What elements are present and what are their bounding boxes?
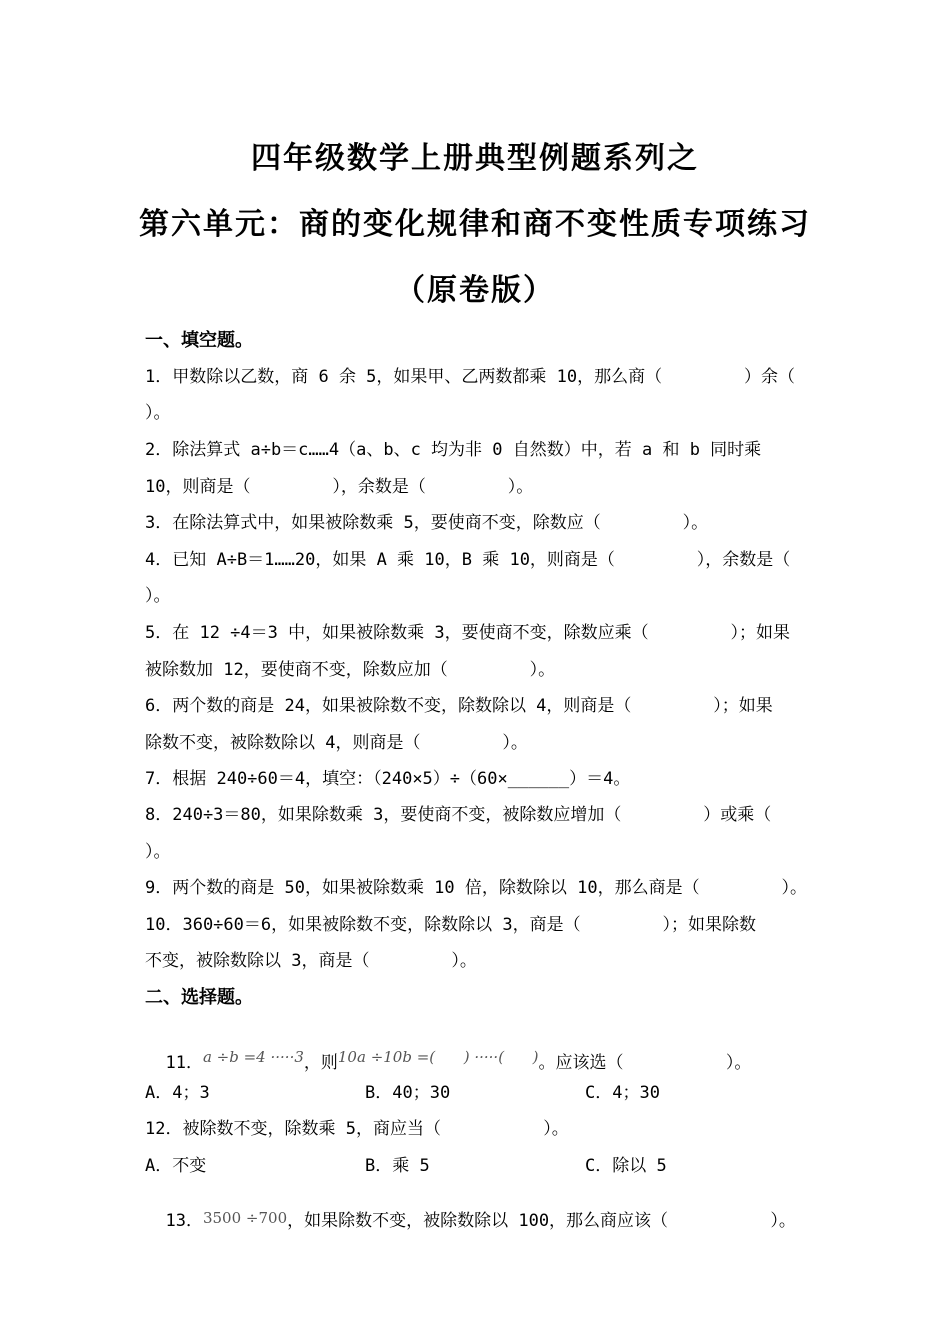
question-1-line-2: ）。 <box>145 403 171 423</box>
question-8-line-2: ）。 <box>145 842 171 862</box>
question-11-formula-given: a ÷b =4 ·····3 <box>202 1048 304 1066</box>
question-11-formula-ask: 10a ÷10b =( ) ·····( ) <box>337 1048 539 1066</box>
title-line-1: 四年级数学上册典型例题系列之 <box>251 141 699 176</box>
question-5-line-2: 被除数加 12，要使商不变，除数应加（ ）。 <box>145 660 556 680</box>
question-12-option-b: B．乘 5 <box>365 1156 430 1176</box>
question-5-line-1: 5．在 12 ÷4＝3 中，如果被除数乘 3，要使商不变，除数应乘（ ）；如果 <box>145 623 790 643</box>
question-6-line-2: 除数不变，被除数除以 4，则商是（ ）。 <box>145 733 528 753</box>
question-13-tail: ，如果除数不变，被除数除以 100，那么商应该（ ）。 <box>287 1211 796 1231</box>
question-10-line-2: 不变，被除数除以 3，商是（ ）。 <box>145 951 477 971</box>
question-12: 12．被除数不变，除数乘 5，商应当（ ）。 <box>145 1119 569 1139</box>
question-6-line-1: 6．两个数的商是 24，如果被除数不变，除数除以 4，则商是（ ）；如果 <box>145 696 773 716</box>
question-11-option-b: B．40；30 <box>365 1083 451 1103</box>
title-line-2: 第六单元：商的变化规律和商不变性质专项练习 <box>139 207 811 242</box>
question-11-option-a: A．4；3 <box>145 1083 210 1103</box>
question-1-line-1: 1．甲数除以乙数，商 6 余 5，如果甲、乙两数都乘 10，那么商（ ）余（ <box>145 367 795 387</box>
question-4-line-2: ）。 <box>145 586 171 606</box>
question-11 <box>145 1028 751 1073</box>
question-2-line-1: 2．除法算式 a÷b＝c……4（a、b、c 均为非 0 自然数）中，若 a 和 b 同时乘 <box>145 440 762 460</box>
question-3: 3．在除法算式中，如果被除数乘 5，要使商不变，除数应（ ）。 <box>145 513 709 533</box>
question-8-line-1: 8．240÷3＝80，如果除数乘 3，要使商不变，被除数应增加（ ）或乘（ <box>145 805 772 825</box>
question-7: 7．根据 240÷60＝4，填空：（240×5）÷（60×______）＝4。 <box>145 769 631 789</box>
question-12-option-a: A．不变 <box>145 1156 207 1176</box>
question-13-formula: 3500 ÷700 <box>202 1209 288 1227</box>
title-line-3: （原卷版） <box>395 273 555 308</box>
question-13 <box>145 1186 796 1231</box>
section-fill-in: 一、填空题。 <box>145 330 253 351</box>
section-multiple-choice: 二、选择题。 <box>145 987 253 1008</box>
question-11-option-c: C．4；30 <box>585 1083 660 1103</box>
question-4-line-1: 4．已知 A÷B＝1……20，如果 A 乘 10，B 乘 10，则商是（ ），余数是（ <box>145 550 791 570</box>
question-10-line-1: 10．360÷60＝6，如果被除数不变，除数除以 3，商是（ ）；如果除数 <box>145 915 756 935</box>
question-11-connector: ，则 <box>303 1053 338 1073</box>
question-12-option-c: C．除以 5 <box>585 1156 667 1176</box>
question-9: 9．两个数的商是 50，如果被除数乘 10 倍，除数除以 10，那么商是（ ）。 <box>145 878 807 898</box>
question-13-number: 13． <box>165 1211 203 1231</box>
question-11-tail: 。应该选（ ）。 <box>538 1053 752 1073</box>
question-2-line-2: 10，则商是（ ），余数是（ ）。 <box>145 477 534 497</box>
question-11-number: 11． <box>165 1053 203 1073</box>
